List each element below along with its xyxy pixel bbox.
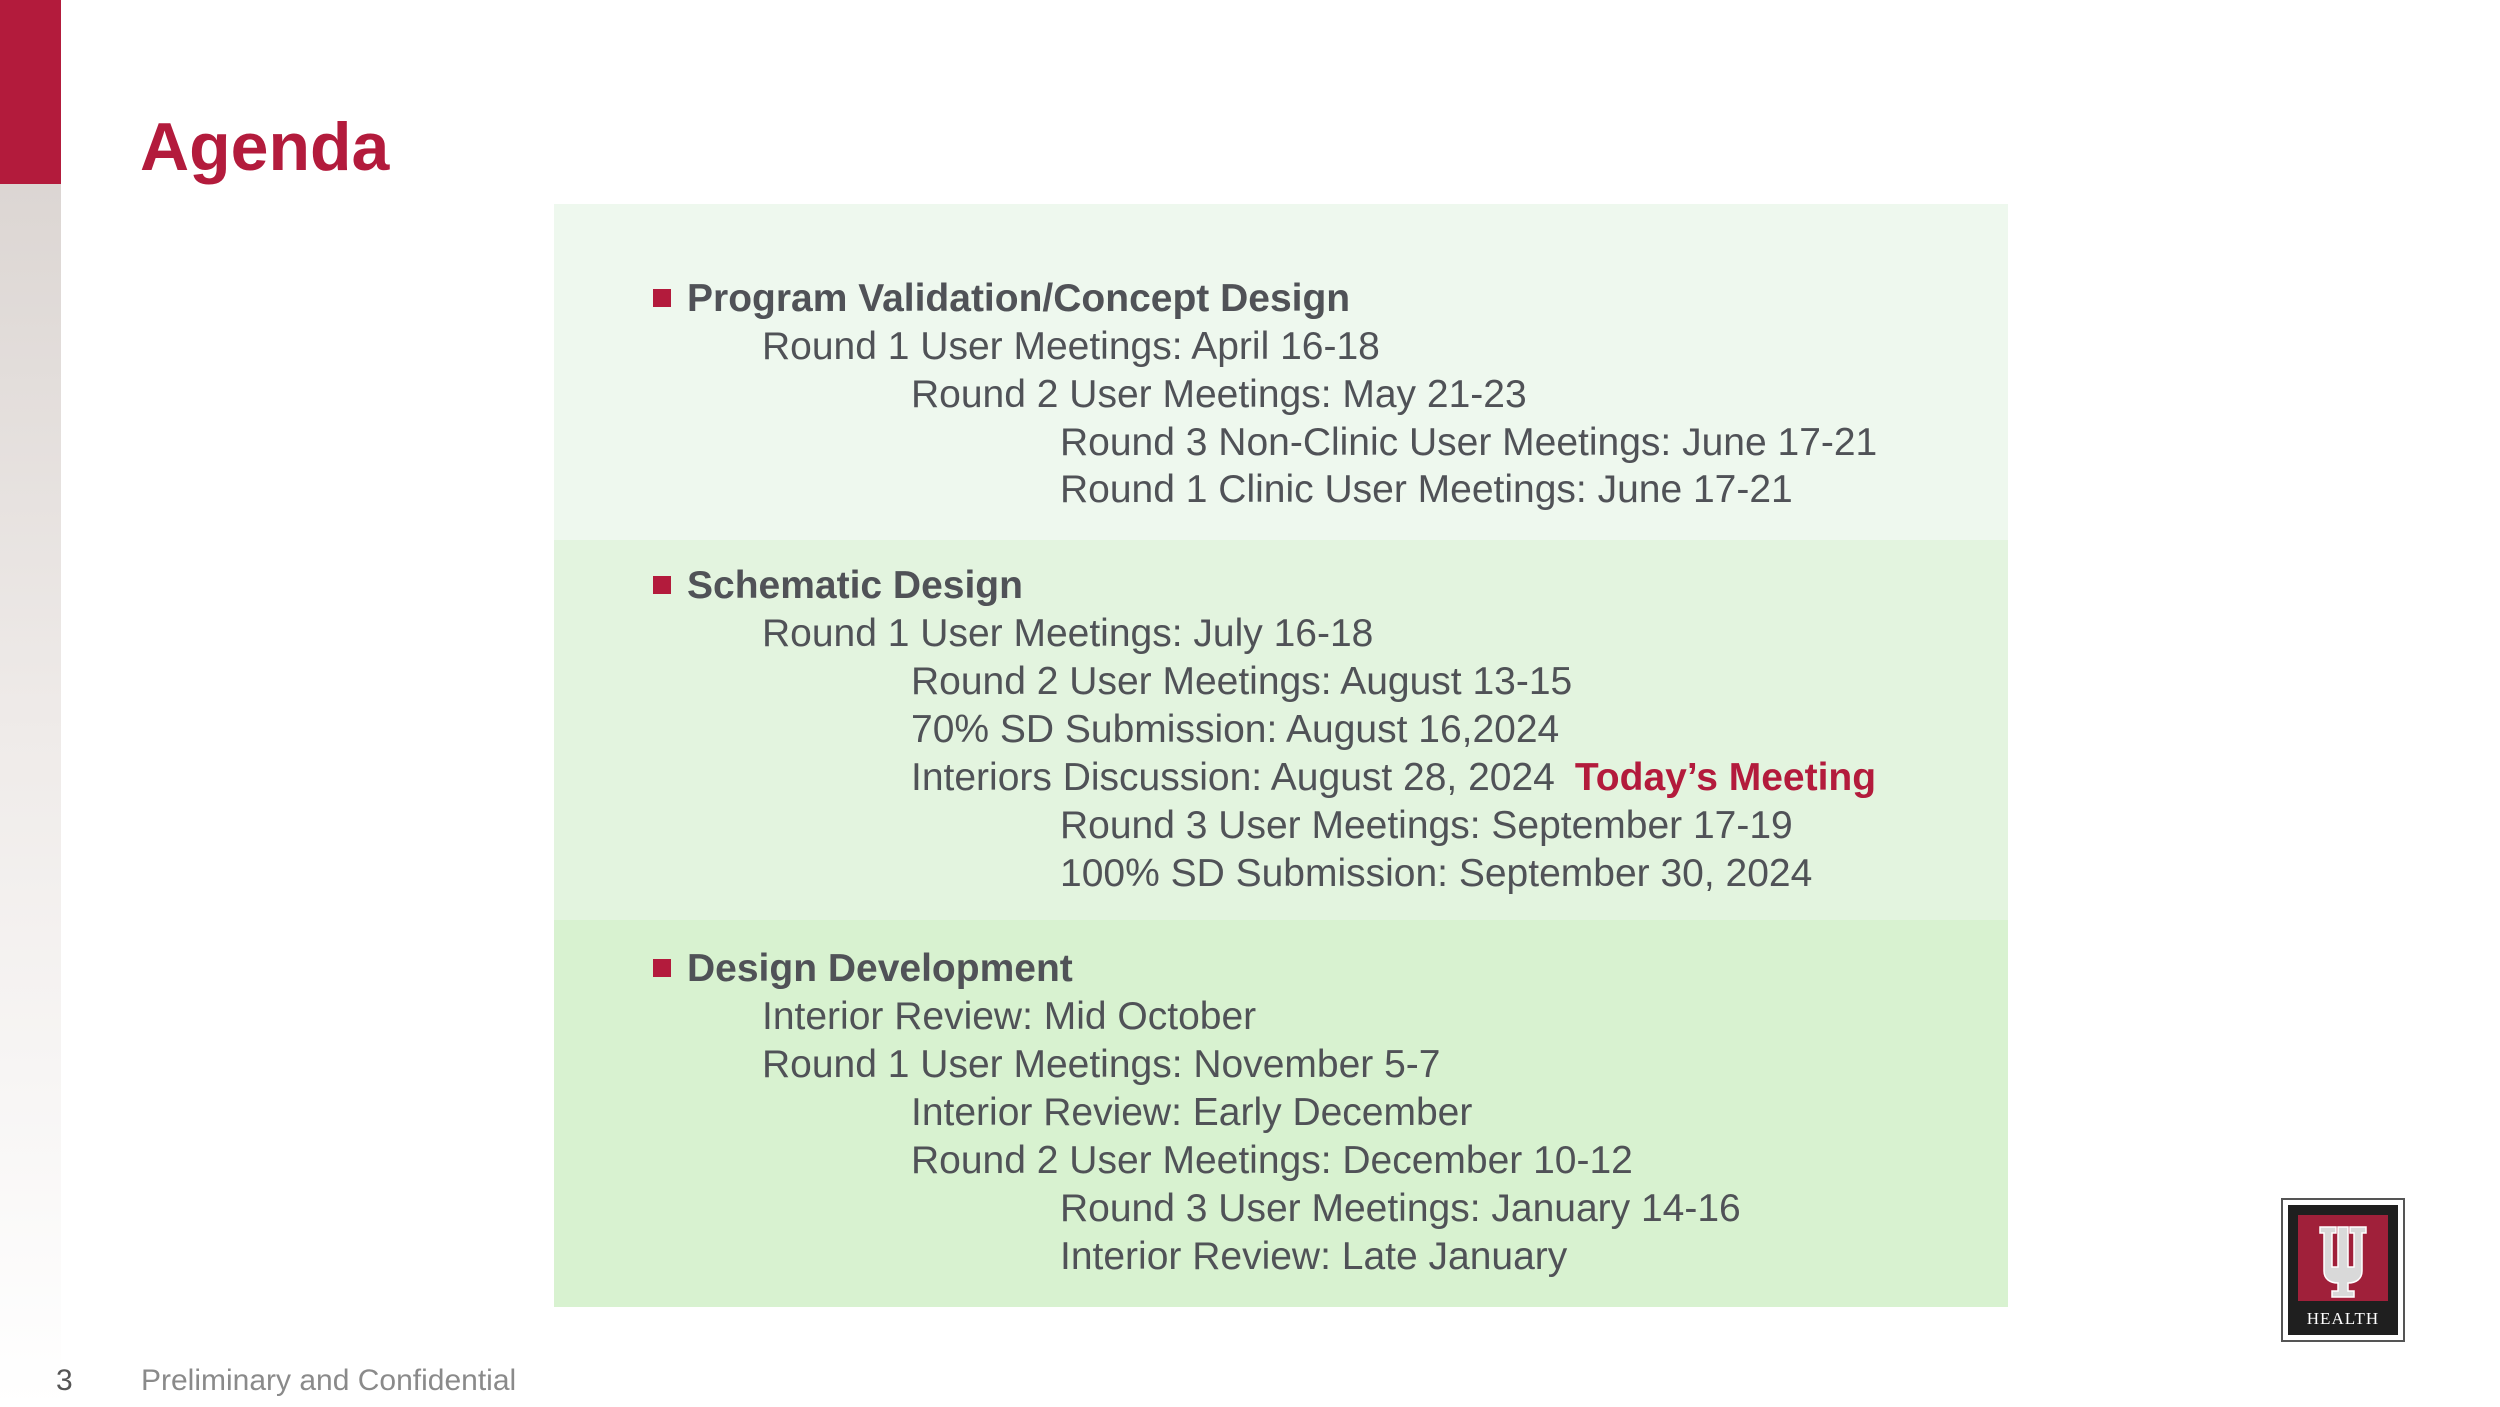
agenda-item-text: Interiors Discussion: August 28, 2024 <box>911 756 1555 799</box>
side-gradient-bar <box>0 184 61 1407</box>
agenda-item: Round 1 Clinic User Meetings: June 17-21 <box>1060 468 1793 511</box>
agenda-item-current <box>911 758 1876 797</box>
agenda-item: Round 2 User Meetings: May 21-23 <box>911 373 1527 416</box>
accent-bar <box>0 0 61 184</box>
agenda-item: Interior Review: Late January <box>1060 1235 1568 1278</box>
bullet-square-icon <box>653 289 671 307</box>
agenda-item: Interior Review: Early December <box>911 1091 1473 1134</box>
agenda-item: Round 3 Non-Clinic User Meetings: June 17-21 <box>1060 421 1878 464</box>
agenda-item: Interior Review: Mid October <box>762 995 1257 1038</box>
agenda-item: Round 1 User Meetings: November 5-7 <box>762 1043 1441 1086</box>
page-number: 3 <box>56 1364 73 1397</box>
iu-health-logo <box>2281 1198 2405 1342</box>
section-heading-concept-design: Program Validation/Concept Design <box>687 277 1351 320</box>
footer-confidential-text: Preliminary and Confidential <box>141 1364 517 1397</box>
agenda-item: Round 3 User Meetings: January 14-16 <box>1060 1187 1741 1230</box>
bullet-square-icon <box>653 576 671 594</box>
agenda-item: Round 2 User Meetings: December 10-12 <box>911 1139 1633 1182</box>
section-heading-design-development: Design Development <box>687 947 1073 990</box>
agenda-item: Round 2 User Meetings: August 13-15 <box>911 660 1573 703</box>
agenda-item: 100% SD Submission: September 30, 2024 <box>1060 852 1813 895</box>
logo-health-text: HEALTH <box>2306 1309 2380 1328</box>
agenda-item: Round 1 User Meetings: July 16-18 <box>762 612 1374 655</box>
slide-title: Agenda <box>140 109 390 185</box>
section-heading-schematic-design: Schematic Design <box>687 564 1023 607</box>
agenda-item: Round 1 User Meetings: April 16-18 <box>762 325 1380 368</box>
bullet-square-icon <box>653 959 671 977</box>
agenda-item: Round 3 User Meetings: September 17-19 <box>1060 804 1793 847</box>
logo-red-block <box>2298 1215 2388 1301</box>
iu-trident-logo-icon <box>2298 1215 2388 1301</box>
todays-meeting-label: Today’s Meeting <box>1574 756 1877 799</box>
agenda-item: 70% SD Submission: August 16,2024 <box>911 708 1560 751</box>
logo-frame <box>2288 1205 2398 1335</box>
